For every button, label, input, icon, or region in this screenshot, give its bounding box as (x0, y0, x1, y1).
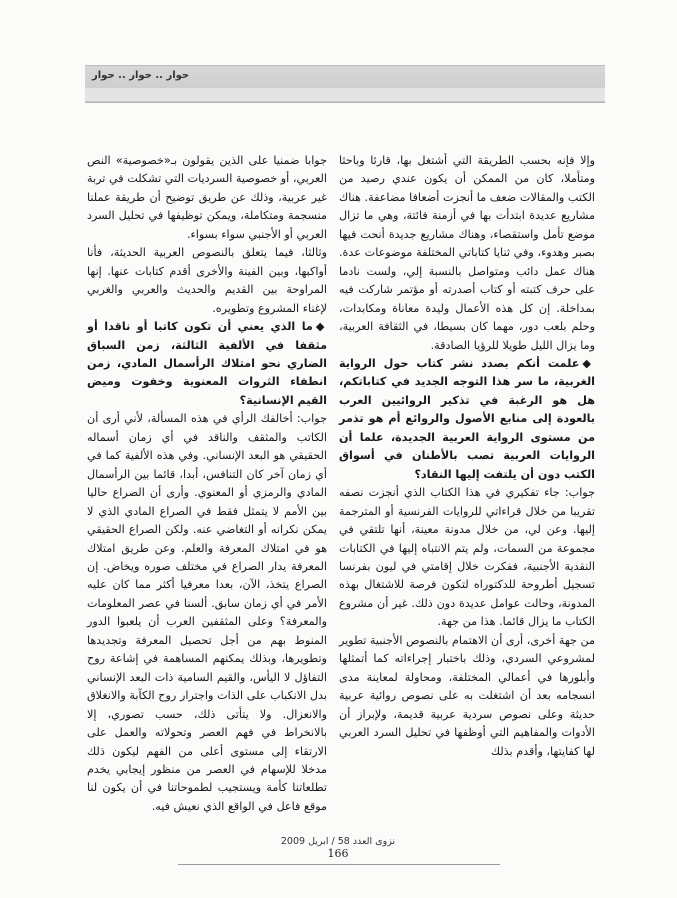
running-title: حوار .. حوار .. حوار (92, 70, 190, 81)
issue-label: نزوى العدد 58 / ابريل 2009 (280, 836, 396, 847)
body-paragraph (87, 244, 327, 318)
body-paragraph (339, 152, 595, 355)
body-paragraph (339, 632, 595, 761)
page-number: 166 (327, 847, 349, 860)
question-bullet-icon: ◆ (582, 356, 595, 370)
interview-question (339, 355, 595, 484)
paragraph-text: جواب: أخالفك الرأي في هذه المسألة، لأني أرى أن الكاتب والمثقف والناقد في أي زمان أسماله الحقيقي هو البعد الإنساني. وفي هذه الألفية كما في أي زمان آخر كان التنافس، أبدا، قائما بين الرأسمال المادي والرمزي أو المعنوي. وأرى أن الصراع حاليا بين الأمم لا يتمثل فقط في الصراع المادي الذي لا يمكن نكرانه أو التغاضي عنه. ولكن الصراع الحقيقي هو في امتلاك المعرفة والعلم. وعن طريق امتلاك المعرفة يدار الصراع في مختلف صوره ويخاض. إن الصراع يتخذ، الآن، بعدا معرفيا أكثر مما كان عليه الأمر في أي زمان سابق. ألسنا في عصر المعلومات والمعرفة؟ وعلى المثقفين العرب أن يلعبوا الدور المنوط بهم من أجل تحصيل المعرفة وتجديدها وتطويرها، وبذلك يمكنهم المساهمة في إشاعة روح التفاؤل لا اليأس، والقيم السامية ذات البعد الإنساني بدل الانكباب على الذات واجترار روح الكآبة والانغلاق والانعزال. ولا يتأتى ذلك، حسب تصوري، إلا بالانخراط في فهم العصر وتحولاته والعمل على الارتقاء إلى مستوى أعلى من الفهم ليكون ذلك مدخلا للإسهام في العصر من منظور إيجابي يخدم تطلعاتنا كأمة ويستجيب لطموحاتنا في أن يكون لنا موقع فاعل في الواقع الذي نعيش فيه. (87, 412, 327, 813)
footer-divider (178, 864, 500, 865)
body-paragraph (339, 484, 595, 632)
paragraph-text: وإلا فإنه بحسب الطريقة التي أشتغل بها، قارئا وباحثا ومتأملا، كان من الممكن أن يكون عندي رصيد من الكتب والمقالات ضعف ما أنجزت أضعافا مضاعفة. هناك مشاريع عديدة ابتدأت بها في أزمنة فائتة، وهي ما تزال موضع تأمل واستقصاء، وهناك مشاريع جديدة أنحت فيها بصبر وهدوء، وفي ثنايا كتاباتي المختلفة موضوعات عدة. هناك عمل دائب ومتواصل بالنسبة إلي، ولست نادما على حرف كتبته أو كتاب أصدرته أو مؤتمر شاركت فيه بمداخلة. إن كل هذه الأعمال وليدة معاناة ومكابدات، وحلم بلعب دور، مهما كان بسيطا، في الثقافة العربية، وما يزال الليل طويلا للرؤيا الصادقة. (339, 154, 595, 352)
paragraph-text: ما الذي يعني أن تكون كاتبا أو ناقدا أو مثقفا في الألفية الثالثة، زمن السباق الضاري نحو امتلاك الرأسمال المادي، زمن انطفاء الثروات المعنوية وخفوت وميض القيم الإنسانية؟ (87, 320, 327, 407)
text-column-right (339, 152, 595, 761)
body-paragraph (87, 410, 327, 816)
running-header-strip (85, 88, 605, 101)
paragraph-text: جوابا ضمنيا على الذين يقولون بـ«خصوصية» النص العربي، أو خصوصية السرديات التي تشكلت في تربة غير عربية، وذلك عن طريق توضيح أن طريقة عملنا منسجمة ومتكاملة، ويمكن توظيفها في تحليل السرد العربي أو الأجنبي سواء بسواء. (87, 154, 327, 241)
question-bullet-icon: ◆ (315, 320, 327, 334)
paragraph-text: جواب: جاء تفكيري في هذا الكتاب الذي أنجزت نصفه تقريبا من خلال قراءاتي للروايات الفرنسية أو المترجمة إليها. وعن لي، من خلال مدونة معينة، أنها تلتقي في مجموعة من السمات، ولم يتم الانتباه إليها في الكتابات النقدية الأجنبية، ففكرت خلال إقامتي في ليون بفرنسا تسجيل أطروحة للدكتوراه لتكون فرصة للاشتغال بهذه المدونة، وحالت عوامل عديدة دون ذلك. غير أن مشروع الكتاب ما يزال قائما. هذا من جهة. (339, 486, 595, 629)
body-paragraph (87, 152, 327, 244)
paragraph-text: وثالثا، فيما يتعلق بالنصوص العربية الحديثة، فأنا أواكبها، وبين الفينة والأخرى أقدم كتابات عنها. إنها المراوحة بين القديم والحديث والعربي والغربي لإغناء المشروع وتطويره. (87, 246, 327, 315)
interview-question (87, 318, 327, 410)
paragraph-text: من جهة أخرى، أرى أن الاهتمام بالنصوص الأجنبية تطوير لمشروعي السردي، وذلك باختبار إجراءاته كما أتمثلها وأبلورها في أعمالي المختلفة، ومحاولة لمعاينة مدى انسجامه بعد أن اشتغلت به على نصوص روائية عربية حديثة وعلى نصوص سردية عربية قديمة، ولإبراز أن الأدوات والمفاهيم التي أوظفها في تحليل السرد العربي لها كفايتها، وأقدم بذلك (339, 633, 595, 758)
text-column-left (87, 152, 327, 816)
paragraph-text: علمت أنكم بصدد نشر كتاب حول الرواية الغربية، ما سر هذا التوجه الجديد في كتاباتكم، هل هو الرغبة في تذكير الروائيين العرب بالعودة إلى منابع الأصول والروائع أم هو تذمر من مستوى الرواية العربية الجديدة، علما أن الروايات العربية تصب بالأطنان في أسواق الكتب دون أن يلتفت إليها النقاد؟ (339, 356, 595, 481)
